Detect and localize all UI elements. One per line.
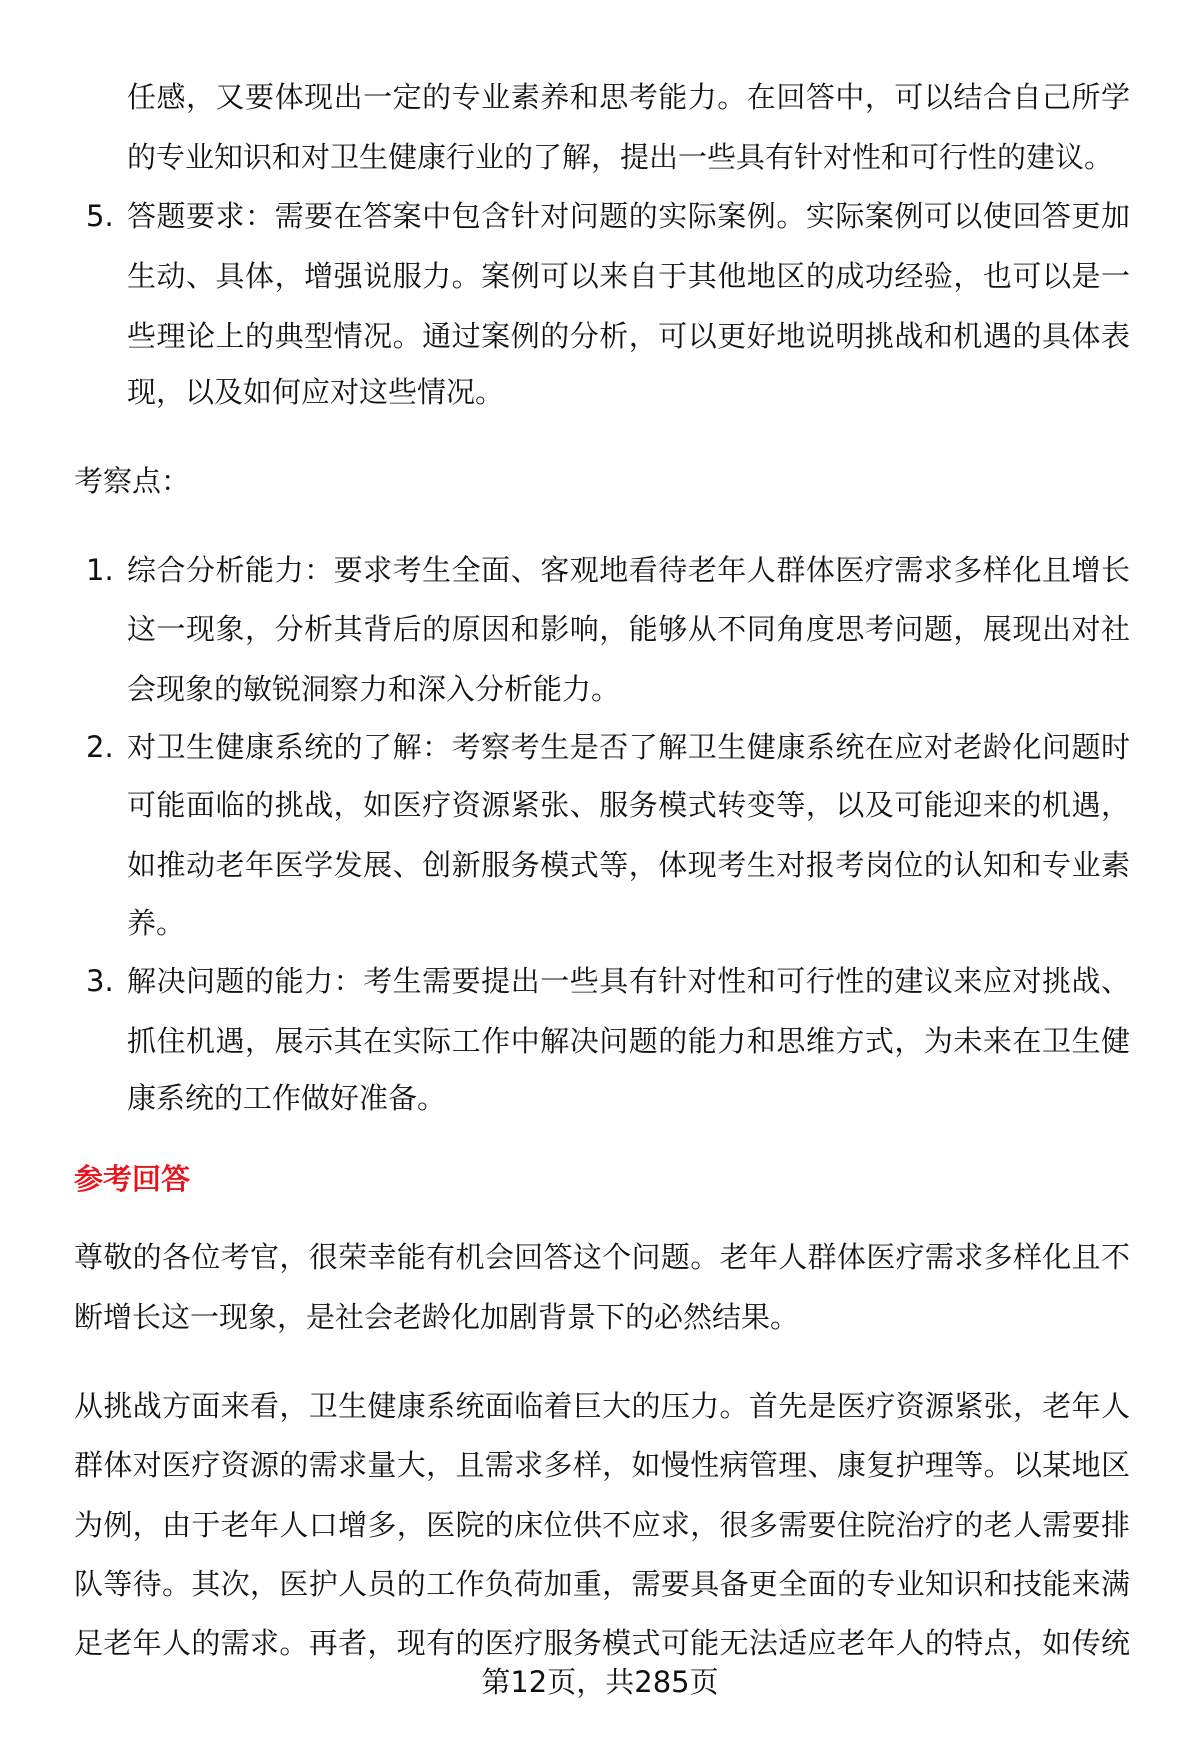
text-line: 对卫生健康系统的了解：考察考生是否了解卫生健康系统在应对老龄化问题时 bbox=[127, 730, 1130, 764]
text-line: 如推动老年医学发展、创新服务模式等，体现考生对报考岗位的认知和专业素 bbox=[127, 848, 1130, 882]
list-number: 2. bbox=[86, 730, 114, 764]
text-line: 些理论上的典型情况。通过案例的分析，可以更好地说明挑战和机遇的具体表 bbox=[127, 319, 1130, 353]
text-line: 断增长这一现象，是社会老龄化加剧背景下的必然结果。 bbox=[74, 1300, 800, 1334]
assessment-heading: 考察点： bbox=[74, 464, 191, 498]
text-line: 现，以及如何应对这些情况。 bbox=[127, 375, 505, 409]
text-line: 康系统的工作做好准备。 bbox=[127, 1081, 447, 1115]
text-line: 解决问题的能力：考生需要提出一些具有针对性和可行性的建议来应对挑战、 bbox=[127, 964, 1130, 998]
text-line: 抓住机遇，展示其在实际工作中解决问题的能力和思维方式，为未来在卫生健 bbox=[127, 1024, 1130, 1058]
text-line: 养。 bbox=[127, 906, 186, 940]
list-number: 5. bbox=[86, 199, 114, 233]
text-line: 的专业知识和对卫生健康行业的了解，提出一些具有针对性和可行性的建议。 bbox=[127, 140, 1114, 174]
text-line: 任感，又要体现出一定的专业素养和思考能力。在回答中，可以结合自己所学 bbox=[127, 80, 1130, 114]
list-number: 1. bbox=[86, 553, 114, 587]
text-line: 可能面临的挑战，如医疗资源紧张、服务模式转变等，以及可能迎来的机遇， bbox=[127, 788, 1130, 822]
text-line: 队等待。其次，医护人员的工作负荷加重，需要具备更全面的专业知识和技能来满 bbox=[74, 1567, 1130, 1601]
text-line: 足老年人的需求。再者，现有的医疗服务模式可能无法适应老年人的特点，如传统 bbox=[74, 1626, 1130, 1660]
page-number: 第12页，共285页 bbox=[481, 1665, 719, 1699]
text-line: 为例，由于老年人口增多，医院的床位供不应求，很多需要住院治疗的老人需要排 bbox=[74, 1508, 1130, 1542]
text-line: 这一现象，分析其背后的原因和影响，能够从不同角度思考问题，展现出对社 bbox=[127, 612, 1130, 646]
text-line: 综合分析能力：要求考生全面、客观地看待老年人群体医疗需求多样化且增长 bbox=[127, 553, 1130, 587]
text-line: 从挑战方面来看，卫生健康系统面临着巨大的压力。首先是医疗资源紧张，老年人 bbox=[74, 1389, 1130, 1423]
answer-heading: 参考回答 bbox=[74, 1162, 191, 1196]
text-line: 生动、具体，增强说服力。案例可以来自于其他地区的成功经验，也可以是一 bbox=[127, 259, 1130, 293]
list-number: 3. bbox=[86, 964, 114, 998]
text-line: 尊敬的各位考官，很荣幸能有机会回答这个问题。老年人群体医疗需求多样化且不 bbox=[74, 1240, 1130, 1274]
text-line: 群体对医疗资源的需求量大，且需求多样，如慢性病管理、康复护理等。以某地区 bbox=[74, 1448, 1130, 1482]
text-line: 会现象的敏锐洞察力和深入分析能力。 bbox=[127, 672, 621, 706]
text-line: 答题要求：需要在答案中包含针对问题的实际案例。实际案例可以使回答更加 bbox=[127, 199, 1130, 233]
